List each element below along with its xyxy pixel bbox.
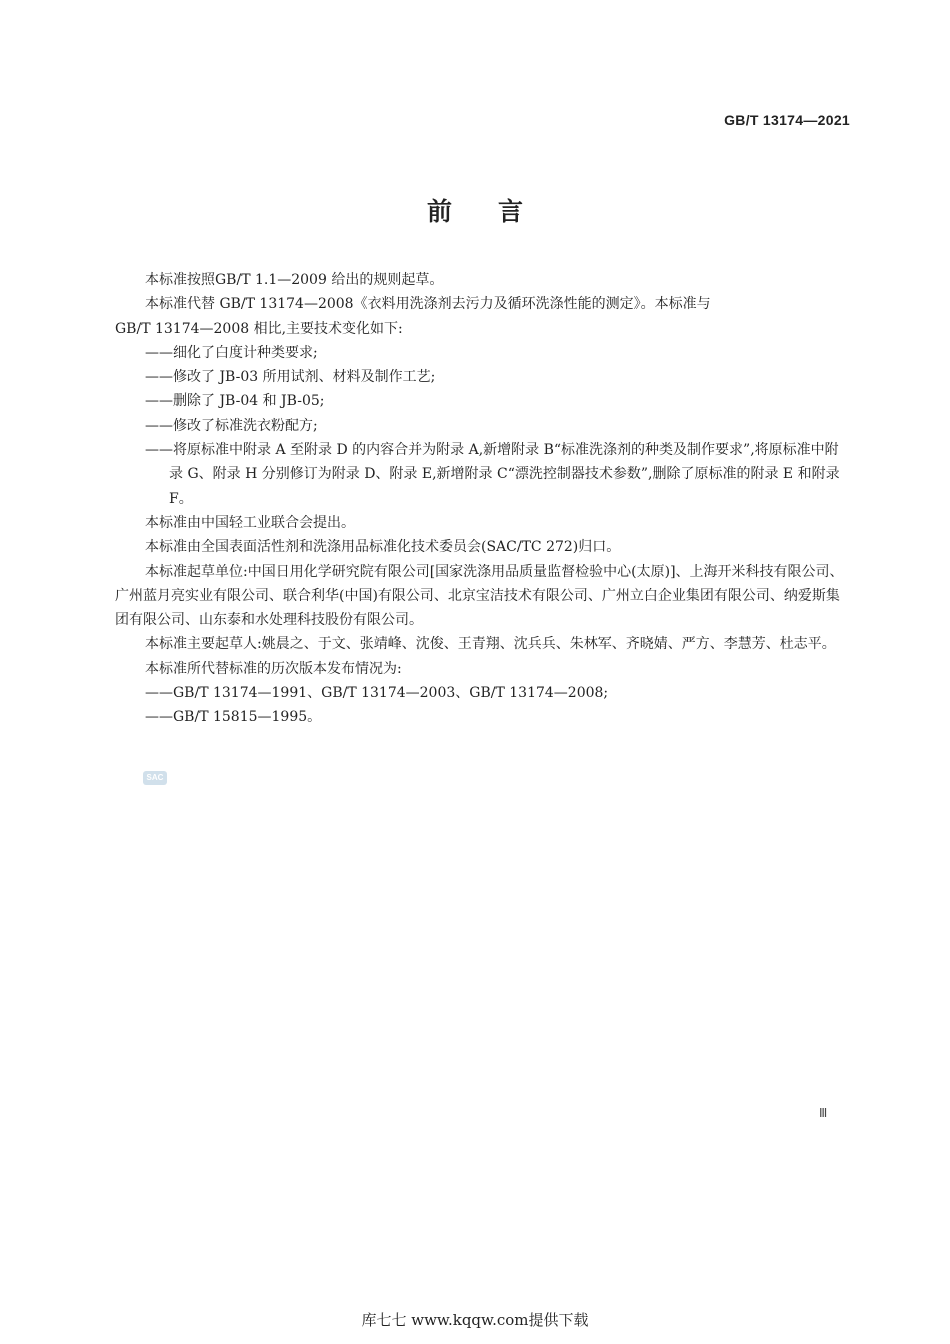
standard-code: GB/T 13174—2021 [724, 112, 850, 128]
paragraph-committee: 本标准由全国表面活性剂和洗涤用品标准化技术委员会(SAC/TC 272)归口。 [145, 539, 621, 556]
page-title: 前言 [426, 197, 569, 226]
sac-stamp-icon: SAC [143, 771, 167, 785]
change-item: ——修改了 JB-03 所用试剂、材料及制作工艺; [145, 369, 436, 386]
history-item: ——GB/T 13174—1991、GB/T 13174—2003、GB/T 13174—2008; [145, 685, 609, 702]
history-item: ——GB/T 15815—1995。 [145, 709, 322, 726]
change-item: ——将原标准中附录 A 至附录 D 的内容合并为附录 A,新增附录 B“标准洗涤剂的种类及制作要求”,将原标准中附录 G、附录 H 分别修订为附录 D、附录 E,新增附录 C“漂洗控制器技术参数”,删除了原标准的附录 E 和附录 F。 [145, 442, 840, 507]
paragraph-replacement-line2: GB/T 13174—2008 相比,主要技术变化如下: [115, 320, 403, 337]
paragraph-proposer: 本标准由中国轻工业联合会提出。 [145, 514, 355, 531]
paragraph-drafting-units: 本标准起草单位:中国日用化学研究院有限公司[国家洗涤用品质量监督检验中心(太原)]、上海开米科技有限公司、广州蓝月亮实业有限公司、联合利华(中国)有限公司、北京宝洁技术有限公司、广州立白企业集团有限公司、纳爱斯集团有限公司、山东泰和水处理科技股份有限公司。 [115, 563, 844, 629]
foreword-body [115, 268, 850, 730]
change-item: ——修改了标准洗衣粉配方; [145, 417, 318, 434]
change-item: ——删除了 JB-04 和 JB-05; [145, 393, 325, 410]
change-item: ——细化了白度计种类要求; [145, 344, 318, 361]
download-footer: 库七七 www.kqqw.com提供下载 [361, 1311, 589, 1329]
paragraph-drafters: 本标准主要起草人:姚晨之、于文、张靖峰、沈俊、王青翔、沈兵兵、朱林军、齐晓婧、严方、李慧芳、杜志平。 [145, 636, 836, 653]
paragraph-history-intro: 本标准所代替标准的历次版本发布情况为: [145, 660, 402, 677]
paragraph-replacement-line1: 本标准代替 GB/T 13174—2008《衣料用洗涤剂去污力及循环洗涤性能的测定》。本标准与 [145, 296, 711, 313]
paragraph-drafting-rule: 本标准按照GB/T 1.1—2009 给出的规则起草。 [145, 272, 444, 288]
page-number: Ⅲ [819, 1106, 828, 1120]
